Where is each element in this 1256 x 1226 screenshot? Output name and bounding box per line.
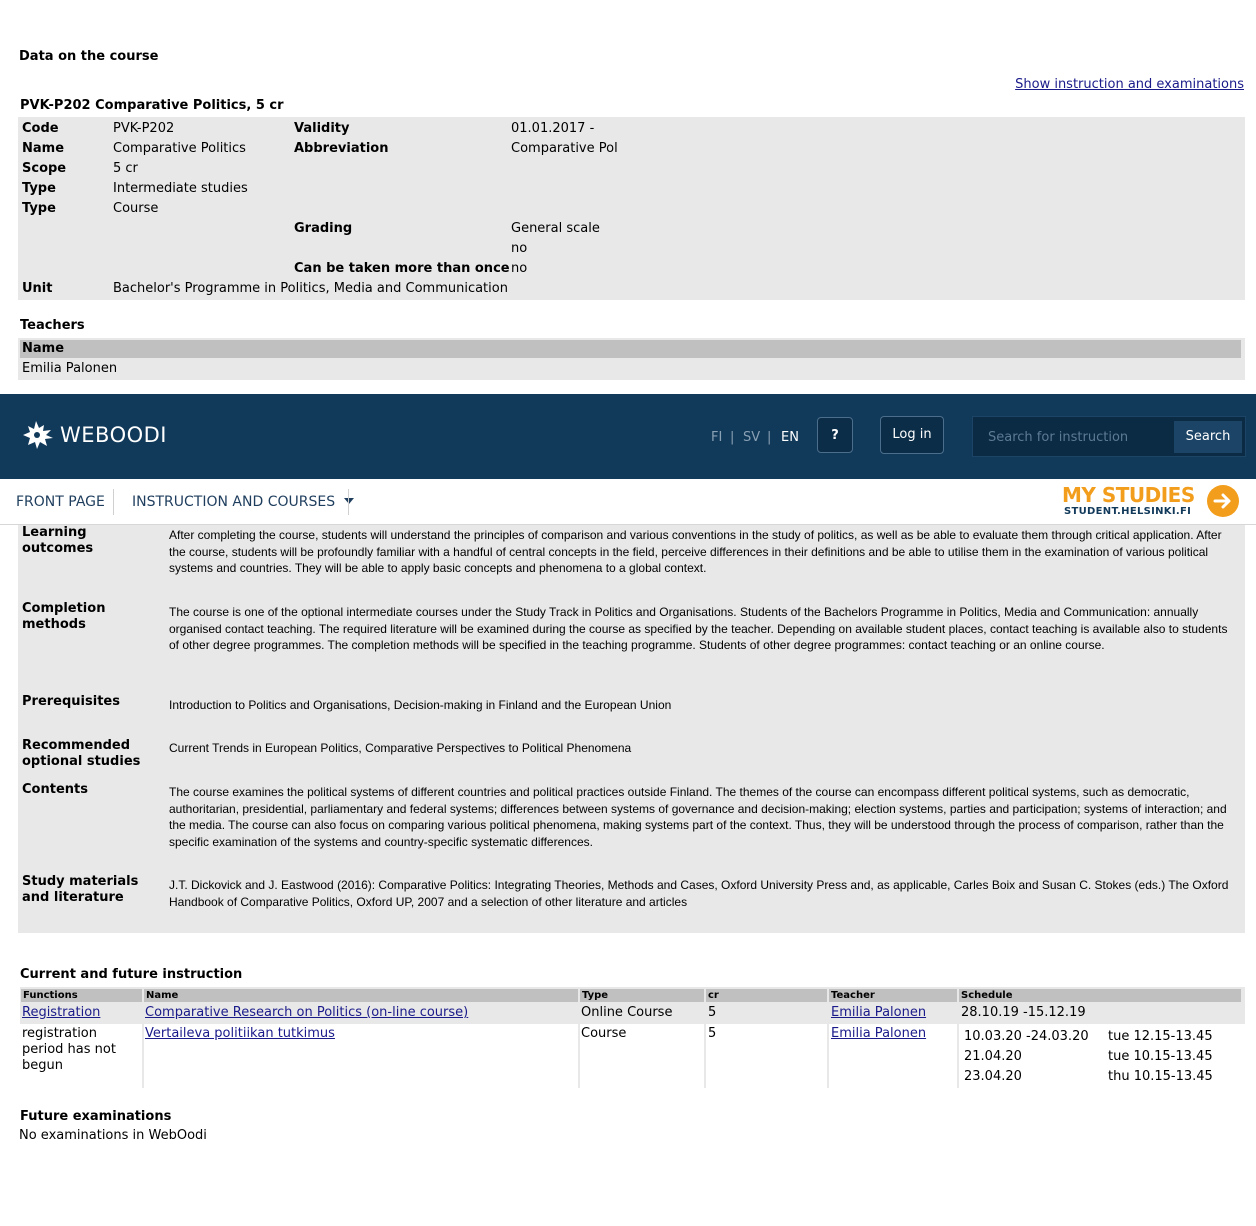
- future-exams-text: No examinations in WebOodi: [19, 1128, 207, 1143]
- contents-text: The course examines the political systems of different countries and political practices outside Finland. The themes of the course can encompass different political systems, such as democratic, authoritarian, presidential, parliamentary and federal systems; differences between systems of governance and decision-making; election systems, parties and participation; systems of interaction; and the media. The course can also focus on comparing various political phenomena, making systems part of the context. Thus, they will be understood through the process of comparison, rather than the specific examination of the systems and country-specific systematic differences.: [169, 785, 1227, 849]
- help-button[interactable]: ?: [817, 417, 853, 453]
- name-label: Name: [22, 141, 65, 156]
- name-value: Comparative Politics: [113, 141, 246, 156]
- my-studies-link[interactable]: [1062, 484, 1195, 517]
- abbreviation-value: Comparative Pol: [511, 141, 618, 156]
- extra-value: no: [511, 241, 528, 256]
- unit-value: Bachelor's Programme in Politics, Media and Communication: [113, 281, 508, 296]
- my-studies-url: STUDENT.HELSINKI.FI: [1064, 506, 1192, 517]
- type-value-2: Course: [113, 201, 159, 216]
- lang-fi[interactable]: FI: [711, 430, 723, 445]
- course-name-link[interactable]: Vertaileva politiikan tutkimus: [145, 1026, 335, 1041]
- repeat-value: no: [511, 261, 528, 276]
- course-title: PVK-P202 Comparative Politics, 5 cr: [20, 98, 284, 113]
- column-divider: [704, 1024, 706, 1088]
- university-flame-icon: [20, 418, 56, 452]
- study-materials-label: Study materials and literature: [22, 874, 139, 905]
- schedule-date: 10.03.20 -24.03.20: [964, 1029, 1089, 1044]
- code-label: Code: [22, 121, 59, 136]
- search-button[interactable]: Search: [1174, 421, 1242, 453]
- col-schedule: Schedule: [959, 989, 1241, 1002]
- lang-sv[interactable]: SV: [743, 430, 761, 445]
- lang-separator: |: [730, 430, 735, 445]
- type-label-1: Type: [22, 181, 56, 196]
- table-row: [20, 1003, 1245, 1023]
- instruction-title: Current and future instruction: [20, 967, 243, 982]
- abbreviation-label: Abbreviation: [294, 141, 389, 156]
- nav-divider: [113, 489, 114, 515]
- column-divider: [827, 1024, 829, 1088]
- scope-value: 5 cr: [113, 161, 138, 176]
- chevron-down-icon: [344, 498, 354, 504]
- type-value-1: Intermediate studies: [113, 181, 248, 196]
- teachers-title: Teachers: [20, 318, 85, 333]
- unit-label: Unit: [22, 281, 53, 296]
- col-functions: Functions: [21, 989, 142, 1002]
- weboodi-logo[interactable]: [20, 418, 167, 452]
- search-box: [972, 416, 1246, 457]
- column-divider: [957, 1024, 959, 1088]
- code-value: PVK-P202: [113, 121, 175, 136]
- show-instruction-link[interactable]: Show instruction and examinations: [1015, 77, 1244, 92]
- learning-outcomes-label: Learning outcomes: [22, 525, 94, 556]
- teacher-row: Emilia Palonen: [22, 361, 118, 376]
- schedule-date: 28.10.19 -15.12.19: [961, 1005, 1086, 1020]
- type-label-2: Type: [22, 201, 56, 216]
- my-studies-arrow-icon[interactable]: [1207, 485, 1239, 517]
- teacher-link[interactable]: Emilia Palonen: [831, 1026, 927, 1041]
- study-materials-text: J.T. Dickovick and J. Eastwood (2016): Comparative Politics: Integrating Theories, Methods and Cases, Oxford University Press and, as applicable, Carles Boix and Susan C. Stokes (eds.) The Oxford Handbook of Comparative Politics, Oxford UP, 2007 and a selection of other literature and articles: [169, 878, 1229, 909]
- course-cr: 5: [708, 1005, 717, 1020]
- logo-text: WEBOODI: [60, 423, 167, 447]
- recommended-studies-text: Current Trends in European Politics, Comparative Perspectives to Political Phenomena: [169, 741, 632, 755]
- instruction-table: [20, 987, 1245, 1090]
- schedule-time: tue 10.15-13.45: [1108, 1049, 1213, 1064]
- nav-instruction-label: INSTRUCTION AND COURSES: [132, 494, 336, 510]
- nav-instruction-courses[interactable]: [132, 494, 354, 510]
- completion-methods-label: Completion methods: [22, 601, 106, 632]
- course-name-link[interactable]: Comparative Research on Politics (on-line course): [145, 1005, 469, 1020]
- course-type: Course: [581, 1026, 627, 1041]
- schedule-date: 21.04.20: [964, 1049, 1022, 1064]
- recommended-studies-label: Recommended optional studies: [22, 738, 141, 769]
- teachers-table: [18, 338, 1245, 380]
- learning-outcomes-text: After completing the course, students will understand the principles of comparison and various conventions in the study of politics, as well as be able to evaluate them through critical application. After the course, students will be profoundly familiar with a handful of central concepts in the field, perceive differences in their definitions and be able to utilise them in the examination of various political systems and countries. They will be able to apply basic concepts and phenomena to a global context.: [169, 528, 1222, 575]
- grading-value: General scale: [511, 221, 600, 236]
- course-type: Online Course: [581, 1005, 673, 1020]
- column-divider: [142, 1024, 144, 1088]
- page-heading: Data on the course: [19, 49, 159, 64]
- column-divider: [578, 1024, 580, 1088]
- search-input[interactable]: [977, 421, 1180, 454]
- validity-label: Validity: [294, 121, 350, 136]
- teacher-link[interactable]: Emilia Palonen: [831, 1005, 927, 1020]
- sub-navigation: [0, 479, 1256, 525]
- nav-front-page[interactable]: FRONT PAGE: [16, 494, 105, 510]
- course-info-table: [18, 117, 1245, 300]
- schedule-time: thu 10.15-13.45: [1108, 1069, 1213, 1084]
- col-name: Name: [144, 989, 578, 1002]
- completion-methods-text: The course is one of the optional intermediate courses under the Study Track in Politics and Organisations. Students of the Bachelors Programme in Politics, Media and Communication: annually organised contact teaching. The required literature will be examined during the course as specified by the teacher. Depending on available student places, contact teaching is available also to students of other degree programmes. The completion methods will be specified in the teaching programme. Students of other degree programmes: contact teaching or an online course.: [169, 605, 1228, 652]
- arrow-right-icon: [1207, 485, 1239, 517]
- table-row: [20, 1024, 1245, 1090]
- login-button[interactable]: Log in: [880, 416, 944, 454]
- col-type: Type: [580, 989, 704, 1002]
- scope-label: Scope: [22, 161, 67, 176]
- col-teacher: Teacher: [829, 989, 957, 1002]
- prerequisites-label: Prerequisites: [22, 694, 120, 709]
- course-description: [18, 525, 1245, 933]
- lang-en[interactable]: EN: [781, 430, 799, 445]
- repeat-label: Can be taken more than once: [294, 261, 510, 276]
- contents-label: Contents: [22, 782, 88, 797]
- col-cr: cr: [706, 989, 827, 1002]
- top-navbar: [0, 394, 1256, 479]
- my-studies-label: MY STUDIES: [1062, 483, 1195, 507]
- grading-label: Grading: [294, 221, 353, 236]
- schedule-time: tue 12.15-13.45: [1108, 1029, 1213, 1044]
- course-cr: 5: [708, 1026, 717, 1041]
- teachers-column-header: Name: [20, 340, 1241, 358]
- future-exams-title: Future examinations: [20, 1109, 172, 1124]
- lang-separator: |: [767, 430, 772, 445]
- nav-divider: [348, 489, 349, 515]
- registration-link[interactable]: Registration: [22, 1005, 101, 1020]
- validity-value: 01.01.2017 -: [511, 121, 595, 136]
- registration-status: registration period has not begun: [22, 1026, 116, 1073]
- schedule-date: 23.04.20: [964, 1069, 1022, 1084]
- prerequisites-text: Introduction to Politics and Organisations, Decision-making in Finland and the European Union: [169, 698, 672, 712]
